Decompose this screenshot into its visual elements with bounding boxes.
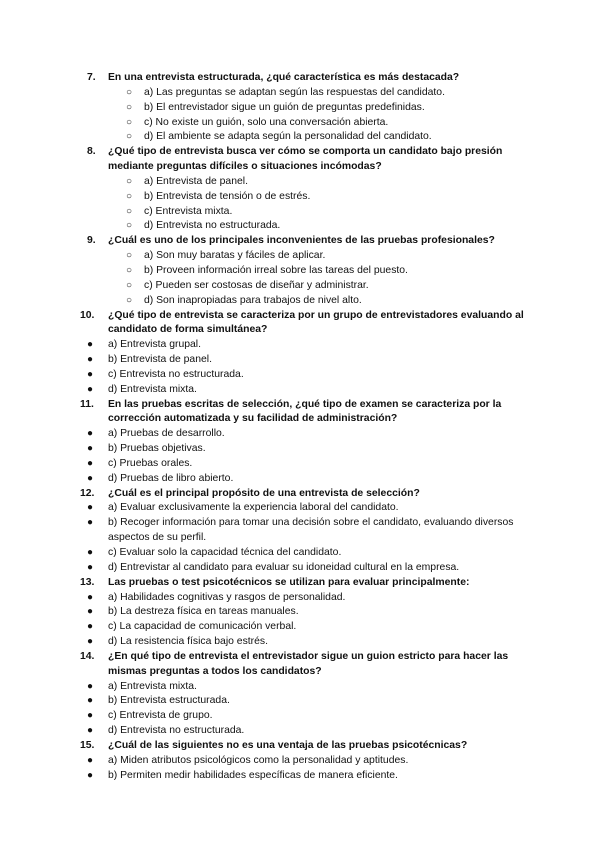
answer-option-text: c) Evaluar solo la capacidad técnica del candidato. [108,547,342,558]
question-text: ¿Cuál de las siguientes no es una ventaja de las pruebas psicotécnicas? [108,739,468,751]
question-number: 7. [87,72,96,83]
question-number: 9. [87,235,96,247]
question-text: ¿Qué tipo de entrevista busca ver cómo se comporta un candidato bajo presión mediante preguntas difíciles o situaciones incómodas? [108,146,503,173]
bullet-icon: ● [87,383,94,395]
answer-option-text: c) Entrevista de grupo. [108,710,213,722]
answer-option [0,724,600,739]
bullet-icon: ● [87,636,94,648]
bullet-icon: ● [87,502,94,514]
answer-option-text: a) Entrevista mixta. [108,680,197,692]
answer-option [0,190,600,205]
hollow-bullet-icon: ○ [126,279,133,291]
question-number: 11. [80,398,94,410]
bullet-icon: ● [87,754,94,766]
answer-option-text: b) La destreza física en tareas manuales. [108,606,299,618]
answer-option-text: a) Son muy baratas y fáciles de aplicar. [144,250,326,262]
hollow-bullet-icon: ○ [126,190,133,202]
question-7 [0,71,600,86]
answer-option [0,383,600,398]
answer-option [0,294,600,309]
bullet-icon: ● [87,710,94,722]
question-number: 15. [80,739,95,751]
question-15 [0,739,600,754]
question-number: 13. [80,576,95,588]
answer-option [0,457,600,472]
answer-option [0,694,600,709]
answer-option-text: d) Entrevista mixta. [108,383,197,395]
hollow-bullet-icon: ○ [126,131,133,143]
answer-option-text: c) La capacidad de comunicación verbal. [108,621,297,633]
answer-option-text: b) El entrevistador sigue un guión de preguntas predefinidas. [144,101,425,113]
answer-option-text: a) Habilidades cognitivas y rasgos de personalidad. [108,591,346,603]
answer-option-text: b) Pruebas objetivas. [108,443,206,455]
answer-option-text: b) Entrevista estructurada. [108,695,230,707]
answer-option [0,620,600,635]
question-12 [0,487,600,502]
answer-option [0,709,600,724]
answer-option [0,338,600,353]
answer-option-text: d) Entrevista no estructurada. [108,725,245,737]
question-13 [0,576,600,591]
answer-option [0,101,600,116]
answer-option-text: b) Permiten medir habilidades específicas de manera eficiente. [108,769,398,781]
answer-option [0,279,600,294]
answer-option [0,175,600,190]
answer-option [0,501,600,516]
question-9 [0,234,600,249]
question-text: ¿Cuál es el principal propósito de una entrevista de selección? [108,487,420,499]
question-11 [0,398,600,428]
answer-option-text: d) La resistencia física bajo estrés. [108,636,268,648]
answer-option-text: b) Entrevista de tensión o de estrés. [144,190,311,202]
answer-option [0,368,600,383]
bullet-icon: ● [87,591,94,603]
answer-option-text: d) Pruebas de libro abierto. [108,472,234,484]
answer-option [0,130,600,145]
question-number: 12. [80,487,95,499]
answer-option-text: c) Pueden ser costosas de diseñar y administrar. [144,279,369,291]
question-10 [0,309,600,339]
bullet-icon: ● [87,339,94,351]
answer-option-text: c) Entrevista no estructurada. [108,368,244,380]
bullet-icon: ● [87,769,94,781]
bullet-icon: ● [87,443,94,455]
bullet-icon: ● [87,561,94,573]
hollow-bullet-icon: ○ [126,250,133,262]
answer-option-text: a) Las preguntas se adaptan según las respuestas del candidato. [144,86,445,98]
bullet-icon: ● [87,354,94,366]
answer-option [0,546,600,561]
bullet-icon: ● [87,621,94,633]
hollow-bullet-icon: ○ [126,101,133,113]
answer-option [0,561,600,576]
hollow-bullet-icon: ○ [126,116,133,128]
bullet-icon: ● [87,457,94,469]
hollow-bullet-icon: ○ [126,220,133,232]
question-text: En las pruebas escritas de selección, ¿qué tipo de examen se caracteriza por la corrección automatizada y su facilidad de administración? [108,398,502,425]
question-text: En una entrevista estructurada, ¿qué característica es más destacada? [108,72,460,83]
answer-option-text: c) Pruebas orales. [108,457,193,469]
answer-option [0,116,600,131]
answer-option [0,86,600,101]
bullet-icon: ● [87,428,94,440]
bullet-icon: ● [87,547,94,558]
hollow-bullet-icon: ○ [126,86,133,98]
answer-option-text: a) Pruebas de desarrollo. [108,428,225,440]
answer-option [0,754,600,769]
bullet-icon: ● [87,680,94,692]
question-number: 10. [80,309,95,321]
answer-option [0,635,600,650]
question-number: 14. [80,650,95,662]
answer-option [0,205,600,220]
question-number: 8. [87,146,96,158]
answer-option-text: b) Recoger información para tomar una decisión sobre el candidato, evaluando diversos aspectos de su perfil. [108,517,514,544]
answer-option-text: d) Entrevistar al candidato para evaluar su idoneidad cultural en la empresa. [108,561,460,573]
hollow-bullet-icon: ○ [126,294,133,306]
bullet-icon: ● [87,695,94,707]
bullet-icon: ● [87,725,94,737]
answer-option [0,769,600,784]
answer-option [0,353,600,368]
answer-option-text: a) Miden atributos psicológicos como la personalidad y aptitudes. [108,754,409,766]
answer-option [0,591,600,606]
answer-option [0,516,600,546]
answer-option [0,249,600,264]
answer-option-text: c) No existe un guión, solo una conversación abierta. [144,116,389,128]
answer-option-text: a) Entrevista grupal. [108,339,201,351]
answer-option-text: b) Proveen información irreal sobre las tareas del puesto. [144,264,408,276]
hollow-bullet-icon: ○ [126,175,133,187]
answer-option-text: a) Evaluar exclusivamente la experiencia laboral del candidato. [108,502,399,514]
answer-option [0,605,600,620]
answer-option [0,264,600,279]
question-text: ¿En qué tipo de entrevista el entrevistador sigue un guion estricto para hacer las mismas preguntas a todos los candidatos? [108,650,509,677]
question-text: Las pruebas o test psicotécnicos se utilizan para evaluar principalmente: [108,576,470,588]
answer-option-text: b) Entrevista de panel. [108,354,212,366]
hollow-bullet-icon: ○ [126,264,133,276]
question-text: ¿Qué tipo de entrevista se caracteriza por un grupo de entrevistadores evaluando al candidato de forma simultánea? [108,309,524,336]
question-text: ¿Cuál es uno de los principales inconvenientes de las pruebas profesionales? [108,235,495,247]
answer-option [0,427,600,442]
bullet-icon: ● [87,606,94,618]
bullet-icon: ● [87,472,94,484]
bullet-icon: ● [87,517,94,529]
answer-option-text: a) Entrevista de panel. [144,175,248,187]
answer-option-text: d) Entrevista no estructurada. [144,220,281,232]
answer-option-text: c) Entrevista mixta. [144,205,233,217]
answer-option [0,219,600,234]
question-14 [0,650,600,680]
question-8 [0,145,600,175]
answer-option [0,680,600,695]
hollow-bullet-icon: ○ [126,205,133,217]
answer-option [0,442,600,457]
answer-option-text: d) Son inapropiadas para trabajos de nivel alto. [144,294,362,306]
answer-option-text: d) El ambiente se adapta según la personalidad del candidato. [144,131,432,143]
bullet-icon: ● [87,368,94,380]
answer-option [0,472,600,487]
